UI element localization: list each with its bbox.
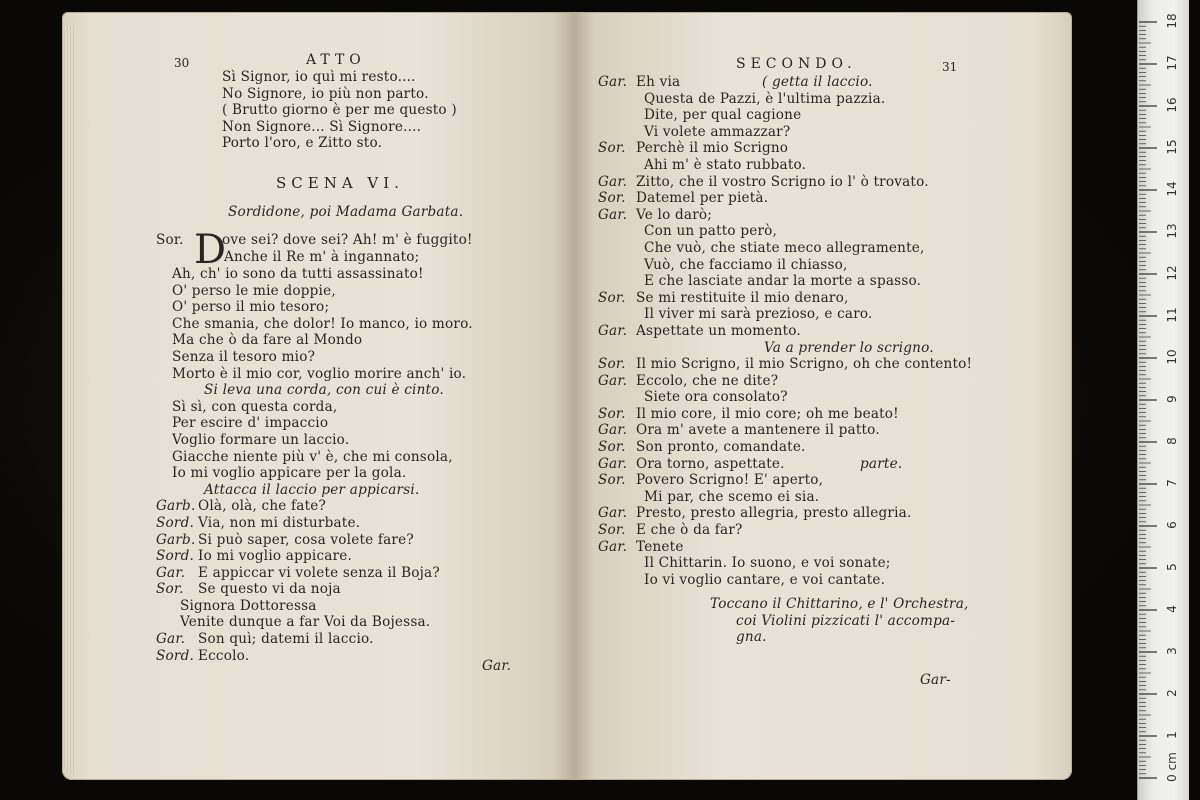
dialogue-line <box>156 449 473 466</box>
open-book <box>62 12 1072 780</box>
dialogue-line <box>598 340 972 357</box>
verse-text: Sì sì, con questa corda, <box>172 398 338 415</box>
stage-direction: Va a prender lo scrigno. <box>764 339 934 356</box>
ruler-label: 3 <box>1165 647 1179 655</box>
ruler-label: 7 <box>1165 479 1179 487</box>
verse-line: gna. <box>736 629 767 646</box>
scene-persons: Sordidone, poi Madama Garbata. <box>228 204 464 220</box>
dialogue-line <box>598 140 972 157</box>
speaker-label: Sor. <box>598 405 626 422</box>
verse-text: Ah, ch' io sono da tutti assassinato! <box>172 266 424 282</box>
dialogue-line <box>156 399 473 416</box>
dialogue-line <box>156 548 473 565</box>
dialogue-line <box>598 572 972 589</box>
page-number: 31 <box>942 60 958 74</box>
verse-text: E appiccar vi volete senza il Boja? <box>198 564 440 581</box>
verse-text: Voglio formare un laccio. <box>172 431 350 448</box>
verse-text: Aspettate un momento. <box>636 322 801 339</box>
dialogue-line <box>598 422 972 439</box>
measuring-ruler <box>1137 0 1189 800</box>
left-page <box>62 12 574 780</box>
ruler-label: 5 <box>1165 563 1179 571</box>
speaker-label: Gar. <box>598 206 628 223</box>
verse-text: E che lasciate andar la morte a spasso. <box>644 273 922 290</box>
verse-text: Son pronto, comandate. <box>636 439 806 456</box>
dialogue-line <box>156 349 473 366</box>
ruler-label: 14 <box>1165 181 1179 197</box>
dialogue-line <box>156 266 473 283</box>
speaker-label: Gar. <box>156 631 186 648</box>
dialogue-line <box>156 316 473 333</box>
verse-text: Io vi voglio cantare, e voi cantate. <box>644 571 886 588</box>
verse-text: Mi par, che scemo ei sia. <box>644 488 820 505</box>
verse-text: Via, non mi disturbate. <box>198 514 361 531</box>
speaker-label: Gar. <box>598 455 628 472</box>
speaker-label: Gar. <box>598 422 628 439</box>
catchword: Gar- <box>920 672 951 688</box>
dialogue-line <box>156 498 473 515</box>
dialogue-line <box>598 223 972 240</box>
dialogue-block <box>598 74 972 588</box>
verse-line: Sì Signor, io quì mi resto.... <box>222 69 416 85</box>
verse-block <box>222 232 473 265</box>
ruler-label: 4 <box>1165 605 1179 613</box>
verse-text: Si può saper, cosa volete fare? <box>198 531 414 548</box>
dialogue-line <box>598 472 972 489</box>
page-number: 30 <box>174 56 190 70</box>
dialogue-line <box>156 648 473 665</box>
scene-title: SCENA VI. <box>276 174 404 192</box>
speaker-label: Gar. <box>598 505 628 522</box>
ruler-label: 0 cm <box>1165 752 1179 782</box>
verse-text: E che ò da far? <box>636 522 743 539</box>
speaker-label: Sor. <box>598 439 626 456</box>
dialogue-line <box>156 283 473 300</box>
verse-text: Tenete <box>636 538 684 555</box>
verse-text: Povero Scrigno! E' aperto, <box>636 472 824 489</box>
drop-cap: D <box>194 227 227 273</box>
speaker-label: Sor. <box>598 289 626 306</box>
verse-text: Se mi restituite il mio denaro, <box>636 289 849 306</box>
dialogue-line <box>598 190 972 207</box>
verse-text: Ma che ò da fare al Mondo <box>172 332 363 349</box>
dialogue-line <box>156 614 473 631</box>
dialogue-line <box>156 598 473 615</box>
verse-text: Siete ora consolato? <box>644 389 788 406</box>
speaker-label: Gar. <box>598 538 628 555</box>
verse-text: Olà, olà, che fate? <box>198 498 326 515</box>
verse-text: Il Chittarin. Io suono, e voi sonate; <box>644 555 891 572</box>
stage-direction <box>710 596 969 646</box>
ruler-label: 9 <box>1165 395 1179 403</box>
verse-line: No Signore, io più non parto. <box>222 85 429 102</box>
verse-text: Ora torno, aspettate. <box>636 455 785 472</box>
dialogue-line <box>598 456 972 473</box>
speaker-label: Sor. <box>598 472 626 489</box>
speaker-label: Gar. <box>598 173 628 190</box>
verse-text: Il mio core, il mio core; oh me beato! <box>636 405 899 422</box>
verse-text: Ora m' avete a mantenere il patto. <box>636 422 880 439</box>
dialogue-line <box>156 299 473 316</box>
dialogue-line <box>156 415 473 432</box>
dialogue-line <box>156 631 473 648</box>
dialogue-line <box>598 489 972 506</box>
ruler-label: 16 <box>1165 97 1179 113</box>
speaker-label: Sord. <box>156 647 195 664</box>
verse-text: Il mio Scrigno, il mio Scrigno, oh che contento! <box>636 356 973 373</box>
speaker-label: Sord. <box>156 548 195 565</box>
verse-line: Toccano il Chittarino, e l' Orchestra, <box>710 596 969 612</box>
verse-line: ove sei? dove sei? Ah! m' è fuggito! <box>222 232 473 248</box>
verse-text: Vuò, che facciamo il chiasso, <box>644 256 848 273</box>
dialogue-line <box>598 406 972 423</box>
verse-text: Presto, presto allegria, presto allegria. <box>636 505 912 522</box>
verse-text: Perchè il mio Scrigno <box>636 140 789 157</box>
dialogue-line <box>156 515 473 532</box>
verse-text: Per escire d' impaccio <box>172 415 329 432</box>
dialogue-line <box>598 257 972 274</box>
dialogue-line <box>598 273 972 290</box>
dialogue-line <box>156 382 473 399</box>
verse-text: Ve lo darò; <box>636 206 713 223</box>
speaker-label: Gar. <box>598 372 628 389</box>
verse-text: Vi volete ammazzar? <box>644 123 791 140</box>
speaker-label: Sor. <box>598 140 626 157</box>
stage-direction: Attacca il laccio per appicarsi. <box>204 481 420 498</box>
dialogue-line <box>598 555 972 572</box>
dialogue-line <box>156 366 473 383</box>
speaker-label: Garb. <box>156 498 196 515</box>
dialogue-line <box>598 74 972 91</box>
ruler-label: 11 <box>1165 307 1179 323</box>
verse-block <box>222 69 457 152</box>
dialogue-line <box>598 389 972 406</box>
verse-text: Giacche niente più v' è, che mi consola, <box>172 448 453 465</box>
dialogue-line <box>598 356 972 373</box>
verse-text: Zitto, che il vostro Scrigno io l' ò trovato. <box>636 173 929 190</box>
verse-text: O' perso le mie doppie, <box>172 282 336 299</box>
verse-text: Eccolo. <box>198 647 250 664</box>
verse-text: Senza il tesoro mio? <box>172 348 316 365</box>
verse-text: Signora Dottoressa <box>180 597 317 614</box>
dialogue-line <box>598 323 972 340</box>
dialogue-line <box>156 565 473 582</box>
verse-text: Il viver mi sarà prezioso, e caro. <box>644 306 873 323</box>
ruler-label: 18 <box>1165 13 1179 29</box>
dialogue-line <box>598 107 972 124</box>
verse-text: Eccolo, che ne dite? <box>636 372 779 389</box>
dialogue-line <box>156 532 473 549</box>
dialogue-line <box>598 505 972 522</box>
verse-line: Anche il Re m' à ingannato; <box>224 248 420 265</box>
speaker-label: Sor. <box>156 581 184 598</box>
verse-text: Io mi voglio appicare per la gola. <box>172 465 407 482</box>
dialogue-line <box>156 432 473 449</box>
verse-text: Son quì; datemi il laccio. <box>198 631 374 648</box>
dialogue-line <box>598 522 972 539</box>
dialogue-line <box>598 174 972 191</box>
ruler-label: 8 <box>1165 437 1179 445</box>
ruler-label: 17 <box>1165 55 1179 71</box>
running-head: SECONDO. <box>736 56 857 72</box>
speaker-label: Sor. <box>598 522 626 539</box>
dialogue-line <box>156 465 473 482</box>
right-page <box>574 12 1072 780</box>
speaker-label: Gar. <box>156 564 186 581</box>
dialogue-line <box>598 439 972 456</box>
ruler-label: 13 <box>1165 223 1179 239</box>
aside-direction: parte. <box>860 455 903 472</box>
speaker-label: Sor. <box>598 190 626 207</box>
verse-text: Venite dunque a far Voi da Bojessa. <box>180 614 431 631</box>
ruler-label: 6 <box>1165 521 1179 529</box>
dialogue-line <box>156 581 473 598</box>
verse-text: Io mi voglio appicare. <box>198 548 353 565</box>
verse-text: O' perso il mio tesoro; <box>172 299 330 316</box>
catchword: Gar. <box>482 658 512 674</box>
stage-direction: Si leva una corda, con cui è cinto. <box>204 382 444 399</box>
verse-text: Ahi m' è stato rubbato. <box>644 156 807 173</box>
verse-text: Morto è il mio cor, voglio morire anch' io. <box>172 365 467 382</box>
dialogue-line <box>598 207 972 224</box>
dialogue-line <box>598 373 972 390</box>
speaker-label: Garb. <box>156 531 196 548</box>
verse-text: Che vuò, che stiate meco allegramente, <box>644 239 925 256</box>
ruler-label: 1 <box>1165 731 1179 739</box>
dialogue-line <box>598 124 972 141</box>
dialogue-line <box>156 332 473 349</box>
verse-text: Questa de Pazzi, è l'ultima pazzia. <box>644 90 886 107</box>
page-stack-edge <box>64 26 76 774</box>
dialogue-line <box>598 539 972 556</box>
verse-text: Eh via <box>636 74 681 90</box>
verse-text: Se questo vi da noja <box>198 581 341 598</box>
speaker-label: Sord. <box>156 514 195 531</box>
dialogue-line <box>598 290 972 307</box>
speaker-label: Gar. <box>598 74 628 90</box>
ruler-ticks <box>1138 0 1190 800</box>
verse-text: Con un patto però, <box>644 223 778 240</box>
dialogue-line <box>598 157 972 174</box>
ruler-label: 10 <box>1165 349 1179 365</box>
verse-line: Porto l'oro, e Zitto sto. <box>222 135 383 152</box>
dialogue-line <box>156 482 473 499</box>
dialogue-block <box>156 266 473 664</box>
verse-text: Datemel per pietà. <box>636 190 769 207</box>
verse-line: ( Brutto giorno è per me questo ) <box>222 102 457 119</box>
speaker-label: Gar. <box>598 322 628 339</box>
ruler-label: 12 <box>1165 265 1179 281</box>
aside-direction: ( getta il laccio. <box>762 74 873 90</box>
dialogue-line <box>598 91 972 108</box>
dialogue-line <box>598 306 972 323</box>
verse-text: Che smania, che dolor! Io manco, io moro. <box>172 315 473 332</box>
dialogue-line <box>598 240 972 257</box>
ruler-label: 2 <box>1165 689 1179 697</box>
verse-line: coi Violini pizzicati l' accompa- <box>736 612 956 629</box>
speaker-label: Sor. <box>598 356 626 373</box>
ruler-label: 15 <box>1165 139 1179 155</box>
verse-line: Non Signore... Sì Signore.... <box>222 118 422 135</box>
running-head: ATTO <box>306 52 366 68</box>
speaker-label: Sor. <box>156 232 184 248</box>
verse-text: Dite, per qual cagione <box>644 107 802 124</box>
